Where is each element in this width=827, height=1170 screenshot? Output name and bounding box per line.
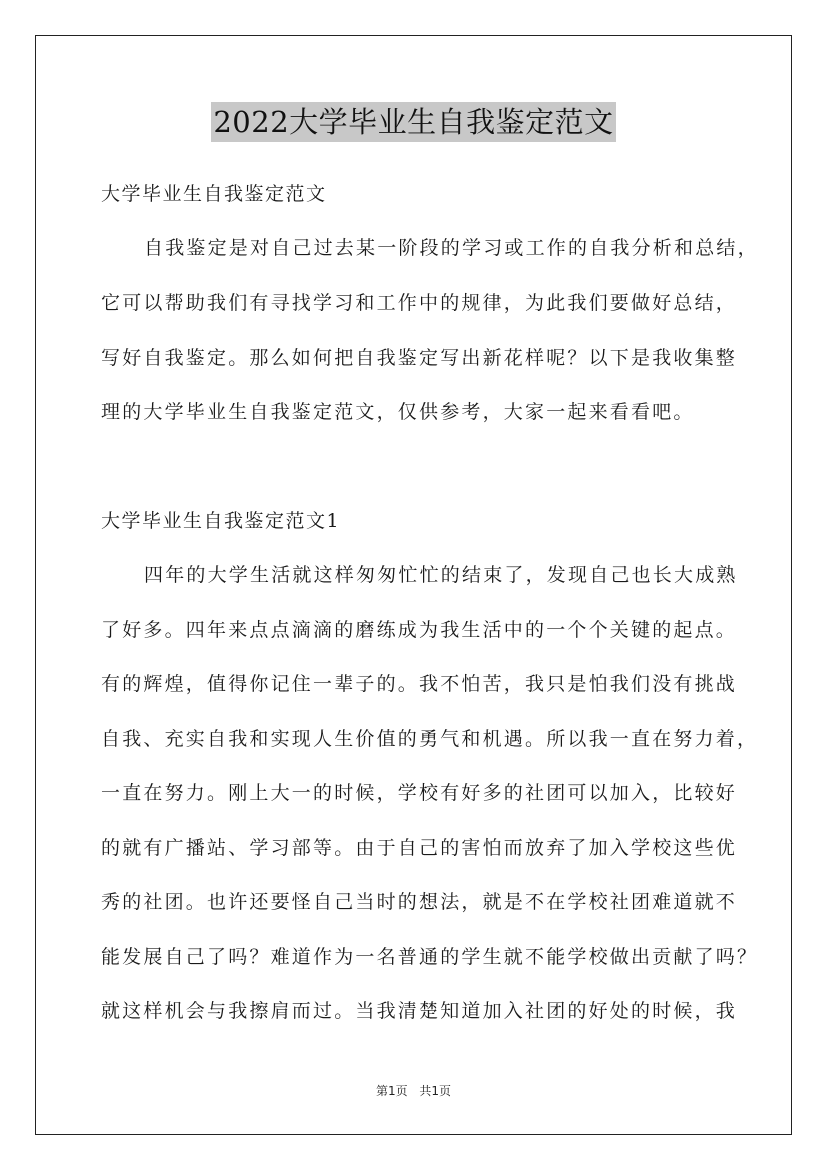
section1-line: 一直在努力。刚上大一的时候，学校有好多的社团可以加入，比较好 [101,782,738,804]
page-footer [0,1082,827,1099]
section1-line: 秀的社团。也许还要怪自己当时的想法，就是不在学校社团难道就不 [101,891,738,913]
section1-line: 的就有广播站、学习部等。由于自己的害怕而放弃了加入学校这些优 [101,837,738,859]
page-total: 共1页 [419,1084,452,1098]
intro-line: 它可以帮助我们有寻找学习和工作中的规律，为此我们要做好总结， [101,292,738,314]
title-container [0,102,827,142]
document-title: 2022大学毕业生自我鉴定范文 [211,102,615,142]
intro-line: 写好自我鉴定。那么如何把自我鉴定写出新花样呢？以下是我收集整 [101,347,738,369]
section1-line: 能发展自己了吗？难道作为一名普通的学生就不能学校做出贡献了吗？ [101,946,759,968]
page-number: 第1页 [375,1084,408,1098]
section1-heading: 大学毕业生自我鉴定范文1 [101,510,341,532]
section1-line: 自我、充实自我和实现人生价值的勇气和机遇。所以我一直在努力着， [101,728,759,750]
intro-line: 自我鉴定是对自己过去某一阶段的学习或工作的自我分析和总结， [144,237,759,259]
section1-line: 有的辉煌，值得你记住一辈子的。我不怕苦，我只是怕我们没有挑战 [101,673,738,695]
intro-heading: 大学毕业生自我鉴定范文 [101,183,327,205]
section1-line: 四年的大学生活就这样匆匆忙忙的结束了，发现自己也长大成熟 [144,564,738,586]
section1-line: 就这样机会与我擦肩而过。当我清楚知道加入社团的好处的时候，我 [101,1000,738,1022]
section1-line: 了好多。四年来点点滴滴的磨练成为我生活中的一个个关键的起点。 [101,619,738,641]
intro-line: 理的大学毕业生自我鉴定范文，仅供参考，大家一起来看看吧。 [101,401,695,423]
